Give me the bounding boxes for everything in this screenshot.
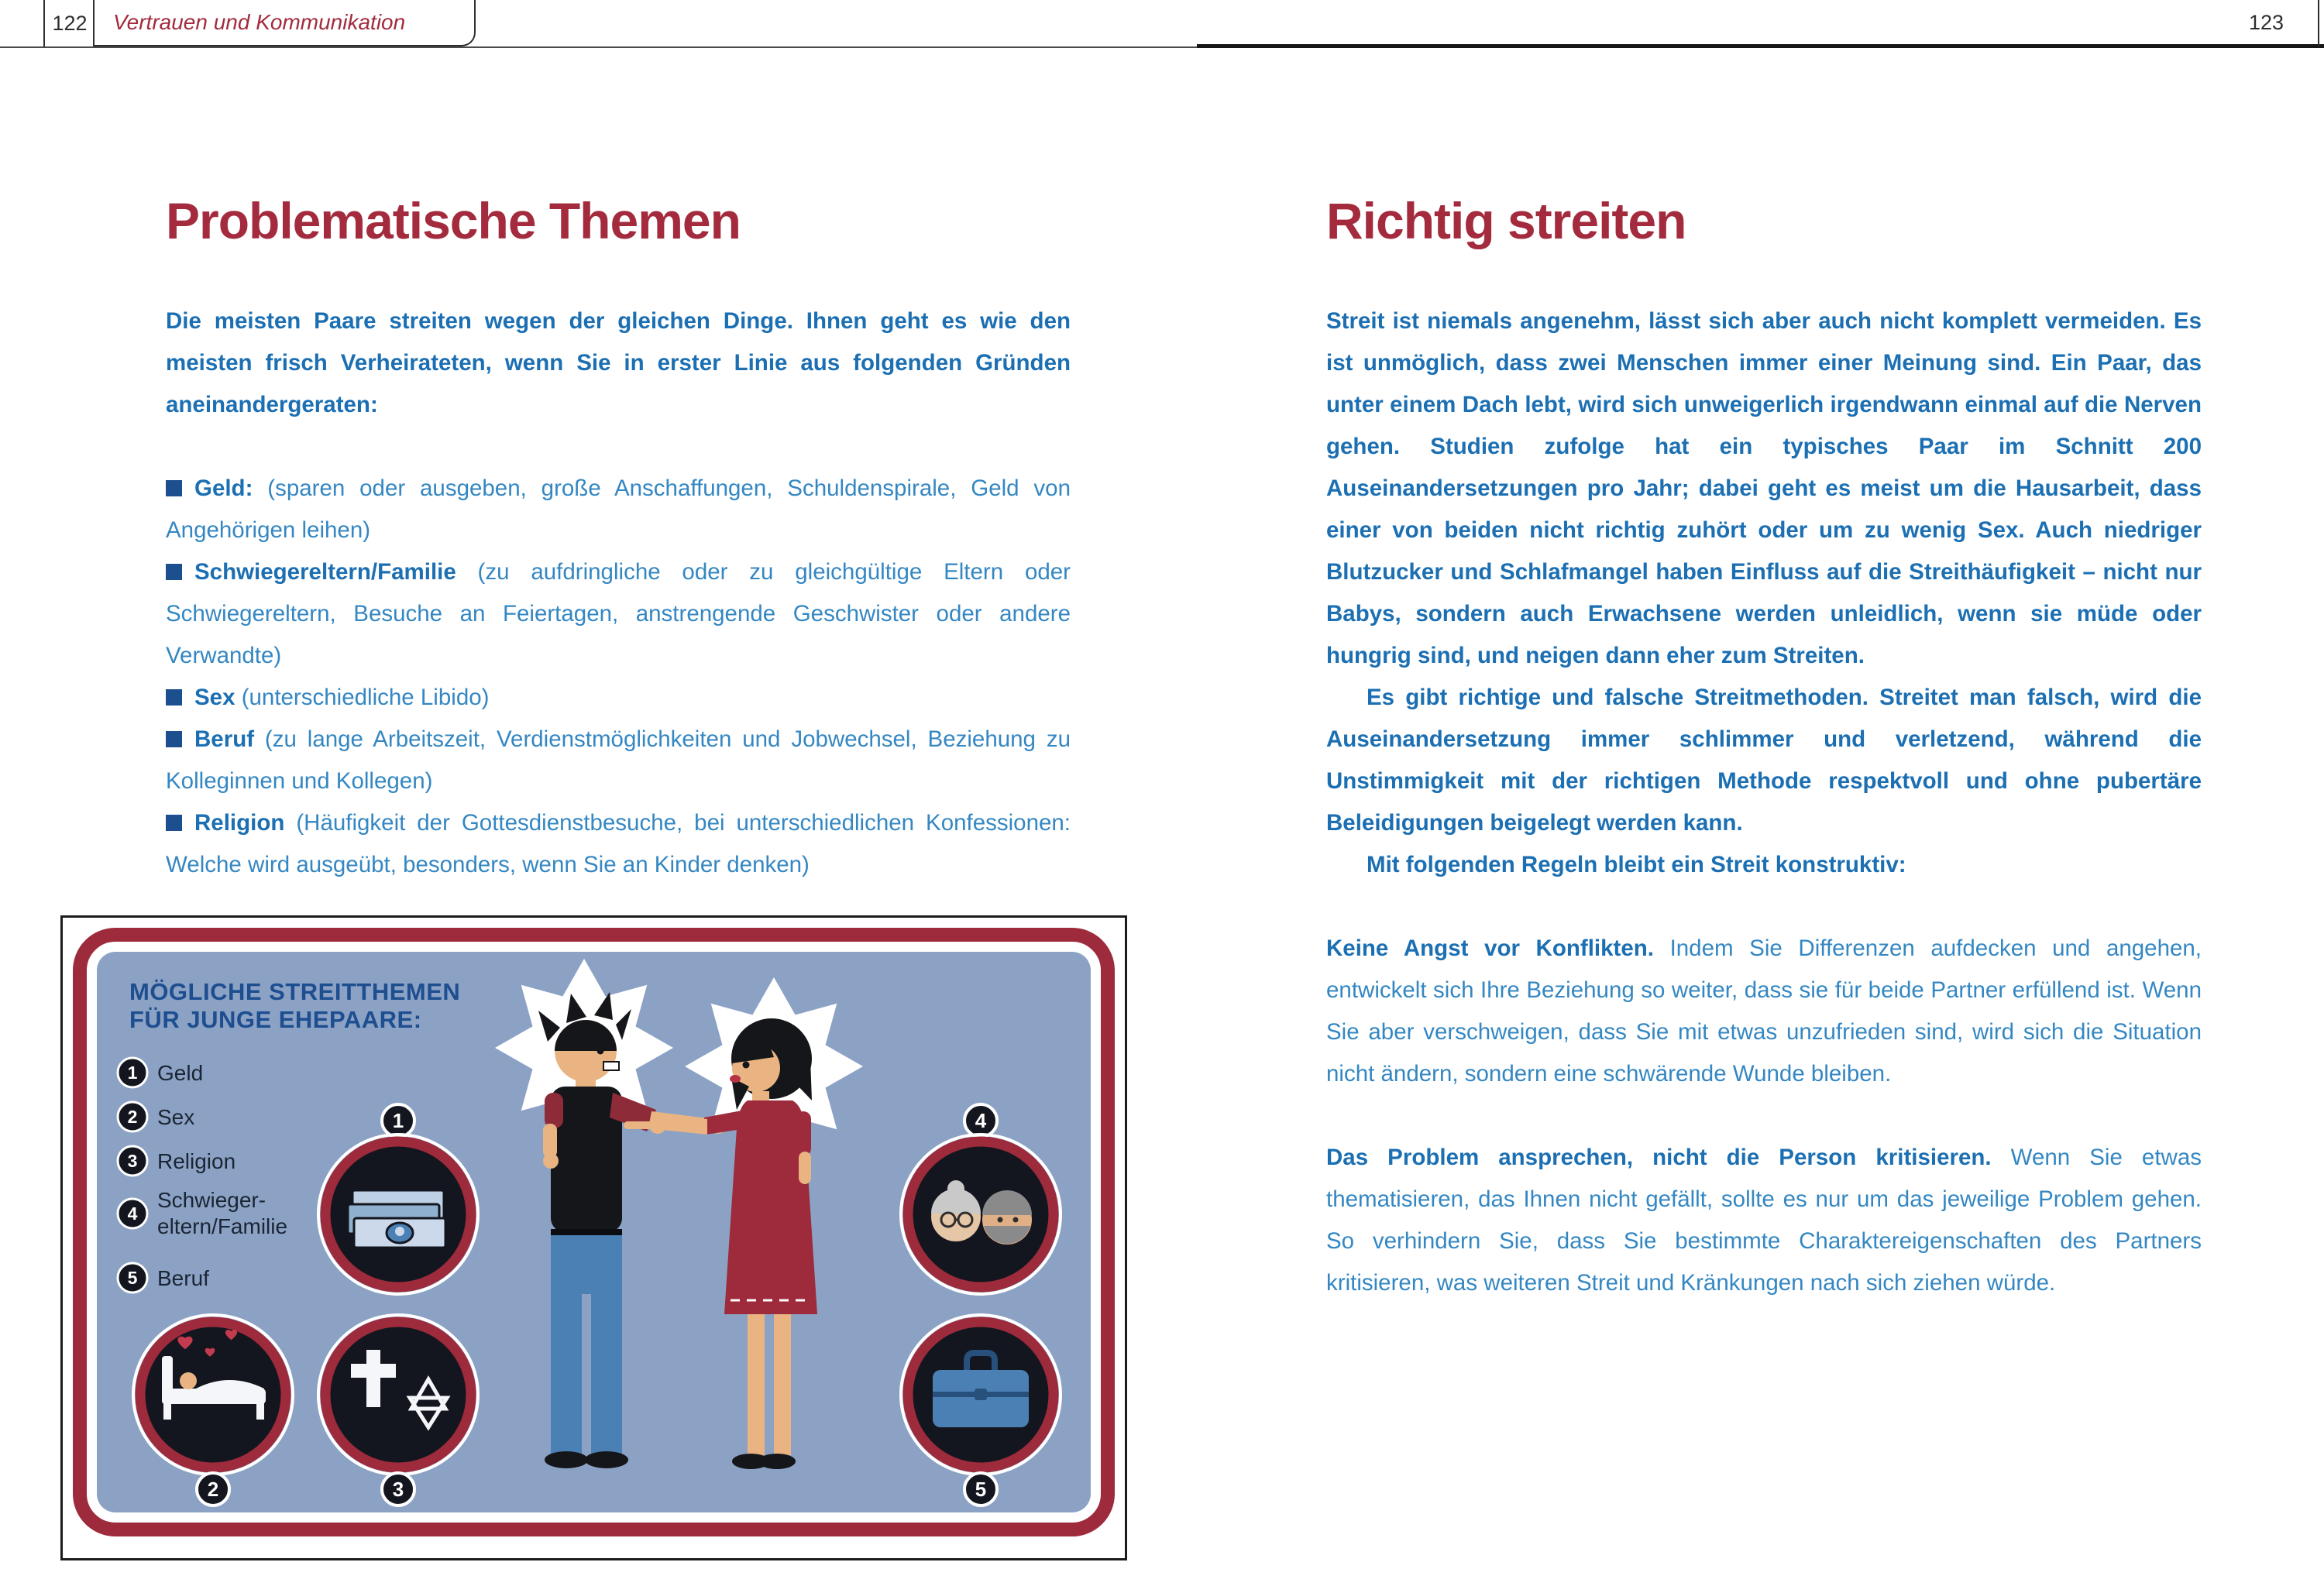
right-paragraph-1: Streit ist niemals angenehm, lässt sich aber auch nicht komplett vermeiden. Es ist unmöglich, dass zwei Menschen immer einer Meinung sind. Ein Paar, das unter einem Dach lebt, wird sich unweigerlich irgendwann einmal auf die Nerven gehen. Studien zufolge hat ein typisches Paar im Schnitt 200 Auseinandersetzungen pro Jahr; dabei geht es meist um die Hausarbeit, dass einer von beiden nicht richtig zuhört oder um zu wenig Sex. Auch niedriger Blutzucker und Schlafmangel haben Einfluss auf die Streithäufigkeit – nicht nur Babys, sondern auch Erwachsene werden unleidlich, wenn sie müde oder hungrig sind, und neigen dann eher zum Streiten. [1326,308,2202,668]
bullet-square-icon [166,815,182,831]
bullet-label: Schwiegereltern/Familie [194,559,456,585]
topic-num-2: 2 [207,1478,219,1501]
chapter-tab [93,0,476,46]
right-paragraph-3: Mit folgenden Regeln bleibt ein Streit konstruktiv: [1367,852,1906,877]
bullet-text: (zu aufdringliche oder zu gleichgültige Eltern oder Schwiegereltern, Besuche an Feiertagen, anstrengende Geschwister oder andere Verwandte) [166,559,1071,668]
left-intro-paragraph: Die meisten Paare streiten wegen der gleichen Dinge. Ihnen geht es wie den meisten frisch Verheirateten, wenn Sie in erster Linie aus folgenden Gründen aneinandergeraten: [166,308,1071,417]
legend-num-4: 4 [127,1203,138,1224]
bullet-square-icon [166,480,182,496]
bullet-square-icon [166,731,182,747]
legend-label-3: Religion [157,1149,236,1173]
bullet-square-icon [166,689,182,706]
infographic-title-line2: FÜR JUNGE EHEPAARE: [129,1006,422,1033]
right-page-title: Richtig streiten [1326,192,1686,249]
bullet-text: (Häufigkeit der Gottesdienstbesuche, bei unterschiedlichen Konfessionen: Welche wird ausgeübt, besonders, wenn Sie an Kinder denken) [166,810,1071,877]
topic-num-4: 4 [975,1109,987,1132]
topic-num-5: 5 [975,1478,987,1501]
bullet-label: Geld: [194,476,253,501]
bullet-label: Sex [194,685,235,710]
left-page-title: Problematische Themen [166,192,741,249]
infographic-title-line1: MÖGLICHE STREITTHEMEN [129,978,461,1005]
bullet-label: Beruf [194,726,255,752]
topic-num-3: 3 [392,1478,404,1501]
chapter-title: Vertrauen und Kommunikation [113,10,406,34]
rule-label: Das Problem ansprechen, nicht die Person kritisieren. [1326,1145,1992,1170]
right-page-number: 123 [2248,11,2284,34]
legend-num-1: 1 [127,1063,138,1083]
legend-label-1: Geld [157,1061,204,1085]
legend-num-5: 5 [127,1268,138,1288]
legend-num-3: 3 [127,1151,138,1171]
bullet-square-icon [166,564,182,580]
rule-label: Keine Angst vor Konflikten. [1326,936,1654,961]
legend-label-2: Sex [157,1105,195,1129]
page-123-column [1326,192,2202,1304]
bullet-item-sex [166,677,1071,719]
rule-paragraph-2 [1326,1137,2202,1304]
money-icon [348,1190,445,1248]
bullet-item-schwiegereltern [166,551,1071,677]
bullet-item-beruf [166,719,1071,802]
bullet-text: (unterschiedliche Libido) [235,685,490,710]
argument-topics-infographic [60,915,1127,1560]
legend-label-5: Beruf [157,1266,209,1290]
infographic-svg [70,925,1117,1550]
left-page-number: 122 [43,0,95,46]
bullet-text: (sparen oder ausgeben, große Anschaffungen, Schuldenspirale, Geld von Angehörigen leihen) [166,476,1071,543]
bullet-label: Religion [194,810,285,836]
bullet-item-geld [166,468,1071,551]
rule-text: Wenn Sie etwas thematisieren, das Ihnen nicht gefällt, sollte es nur um das jeweilige Problem gehen. So verhindern Sie, dass Sie bestimmte Charaktereigenschaften des Partners kritisieren, was weiteren Streit und Kränkungen nach sich ziehen würde. [1326,1145,2202,1296]
bullet-item-religion [166,802,1071,886]
legend-num-2: 2 [127,1107,138,1127]
right-edge-tick [2318,0,2319,46]
header-rule-thick [1197,44,2324,48]
rule-paragraph-1 [1326,928,2202,1095]
topic-num-1: 1 [392,1109,404,1132]
page-122-column [166,192,1071,886]
right-paragraph-2: Es gibt richtige und falsche Streitmethoden. Streitet man falsch, wird die Auseinandersetzung immer schlimmer und verletzend, während die Unstimmigkeit mit der richtigen Methode respektvoll und ohne pubertäre Beleidigungen beigelegt werden kann. [1326,685,2202,836]
bullet-text: (zu lange Arbeitszeit, Verdienstmöglichkeiten und Jobwechsel, Beziehung zu Kolleginnen und Kollegen) [166,726,1071,794]
legend-label-4a: Schwieger- [157,1188,266,1212]
legend-label-4b: eltern/Familie [157,1214,288,1238]
rule-text: Indem Sie Differenzen aufdecken und angehen, entwickelt sich Ihre Beziehung so weiter, dass sie für beide Partner erfüllend ist. Wenn Sie aber verschweigen, dass Sie mit etwas unzufrieden sind, wird sich die Situation nicht ändern, sondern eine schwärende Wunde bleiben. [1326,936,2202,1087]
